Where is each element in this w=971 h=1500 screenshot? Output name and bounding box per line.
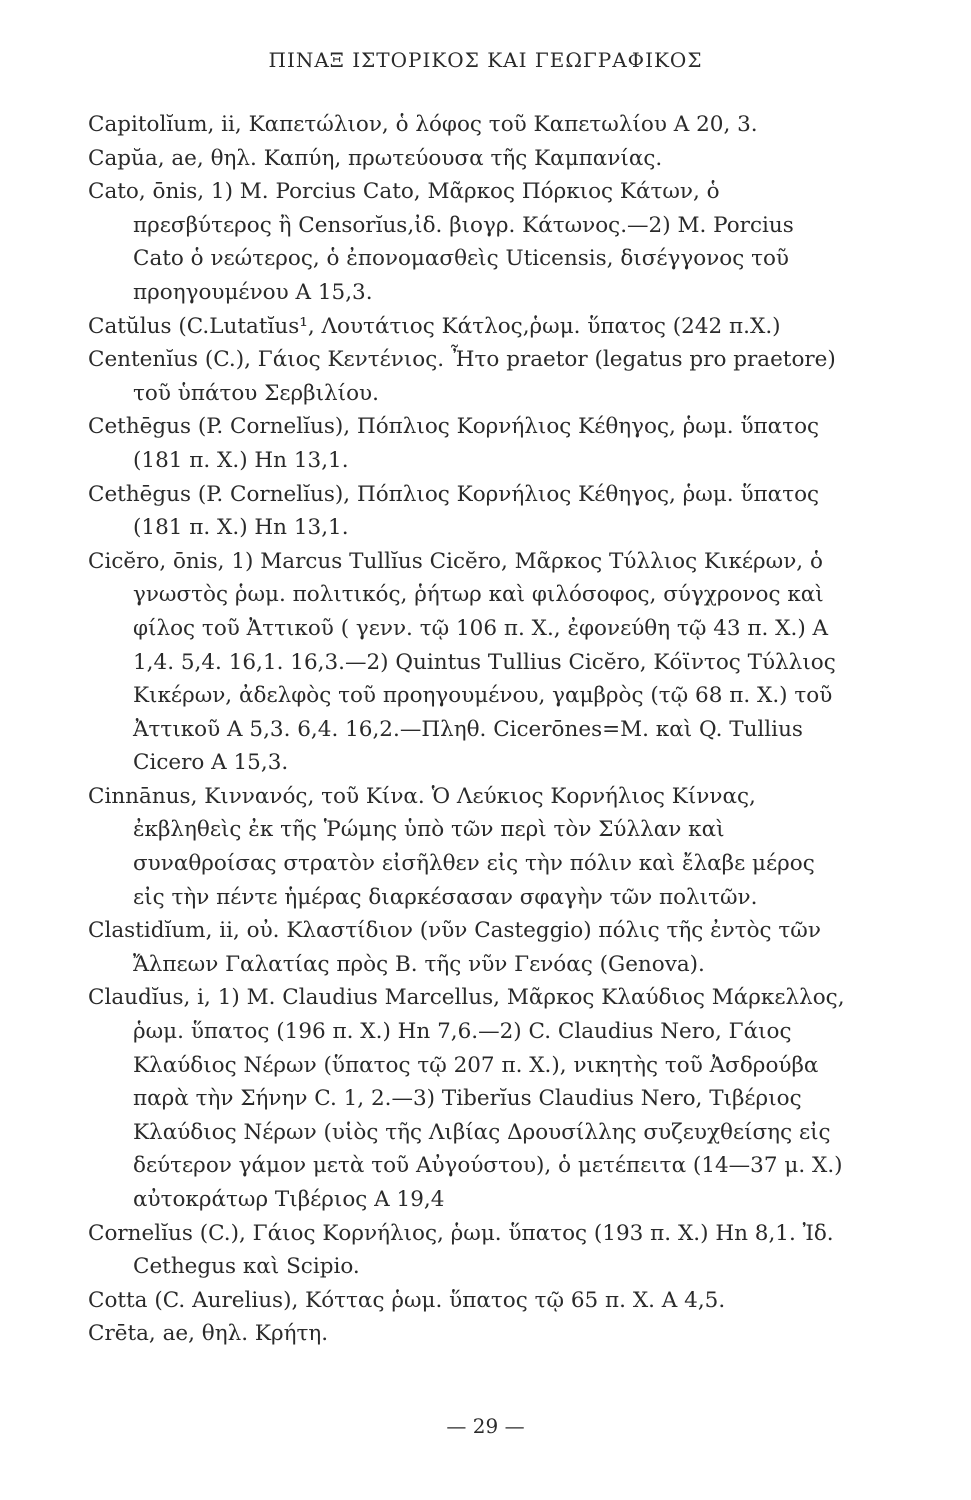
index-entry: Catŭlus (C.Lutatĭus¹, Λουτάτιος Κάτλος,ῥωμ. ὕπατος (242 π.Χ.): [88, 313, 781, 339]
index-entry: Capŭa, ae, θηλ. Καπύη, πρωτεύουσα τῆς Καμπανίας.: [88, 145, 663, 171]
index-entry: Cornelĭus (C.), Γάιος Κορνήλιος, ῥωμ. ὕπατος (193 π. Χ.) Hn 8,1. Ἰδ. Cethegus καὶ Scipio.: [88, 1220, 834, 1280]
index-entry: Cethēgus (P. Cornelĭus), Πόπλιος Κορνήλιος Κέθηγος, ῥωμ. ὕπατος (181 π. Χ.) Hn 13,1.: [88, 414, 820, 473]
index-entry: Claudĭus, i, 1) M. Claudius Marcellus, Μᾶρκος Κλαύδιος Μάρκελλος, ῥωμ. ὕπατος (196 π. Χ.) Hn 7,6.—2) C. Claudius Nero, Γάιος Κλαύδιος Νέρων (ὕπατος τῷ 207 π. Χ.), νικητὴς τοῦ Ἀσδρούβα παρὰ τὴν Σήνην C. 1, 2.—3) Tiberĭus Claudius Nero, Τιβέριος Κλαύδιος Νέρων (υἱὸς τῆς Λιβίας Δρουσίλλης συζευχθείσης εἰς δεύτερον γάμον μετὰ τοῦ Αὐγούστου), ὁ μετέπειτα (14—37 μ. Χ.) αὐτοκράτωρ Τιβέριος Α 19,4: [88, 985, 845, 1212]
index-entry: Cinnānus, Κιννανός, τοῦ Κίνα. Ὁ Λεύκιος Κορνήλιος Κίννας, ἐκβληθεὶς ἐκ τῆς Ῥώμης ὑπὸ τῶν περὶ τὸν Σύλλαν καὶ συναθροίσας στρατὸν εἰσῆλθεν εἰς τὴν πόλιν καὶ ἔλαβε μέρος εἰς τὴν πέντε ἡμέρας διαρκέσασαν σφαγὴν τῶν πολιτῶν.: [88, 783, 815, 910]
index-entry: Cotta (C. Aurelius), Κόττας ῥωμ. ὕπατος τῷ 65 π. Χ. Α 4,5.: [88, 1287, 726, 1313]
index-entry: Cato, ōnis, 1) M. Porcius Cato, Μᾶρκος Πόρκιος Κάτων, ὁ πρεσβύτερος ἢ Censorĭus,ἰδ. βιογρ. Κάτωνος.—2) M. Porcius Cato ὁ νεώτερος, ὁ ἐπονομασθεὶς Uticensis, δισέγγονος τοῦ προηγουμένου Α 15,3.: [88, 179, 794, 305]
page-header: ΠΙΝΑΞ ΙΣΤΟΡΙΚΟΣ ΚΑΙ ΓΕΩΓΡΑΦΙΚΟΣ: [268, 48, 703, 72]
index-entry: Centenĭus (C.), Γάιος Κεντένιος. Ἦτο praetor (legatus pro praetore) τοῦ ὑπάτου Σερβιλίου.: [88, 347, 836, 406]
index-entry: Clastidĭum, ii, οὐ. Κλαστίδιον (νῦν Casteggio) πόλις τῆς ἐντὸς τῶν Ἄλπεων Γαλατίας πρὸς Β. τῆς νῦν Γενόας (Genova).: [88, 918, 821, 977]
index-entry: Capitolĭum, ii, Καπετώλιον, ὁ λόφος τοῦ Καπετωλίου Α 20, 3.: [88, 112, 758, 137]
index-entries: [88, 108, 848, 1351]
index-entry: Cicĕro, ōnis, 1) Marcus Tullĭus Cicĕro, Μᾶρκος Τύλλιος Κικέρων, ὁ γνωστὸς ῥωμ. πολιτικός, ῥήτωρ καὶ φιλόσοφος, σύγχρονος καὶ φίλος τοῦ Ἀττικοῦ ( γενν. τῷ 106 π. Χ., ἐφονεύθη τῷ 43 π. Χ.) Α 1,4. 5,4. 16,1. 16,3.—2) Quintus Tullius Cicĕro, Κόϊντος Τύλλιος Κικέρων, ἀδελφὸς τοῦ προηγουμένου, γαμβρὸς (τῷ 68 π. Χ.) τοῦ Ἀττικοῦ Α 5,3. 6,4. 16,2.—Πληθ. Cicerōnes=M. καὶ Q. Tullius Cicero Α 15,3.: [88, 548, 836, 776]
index-entry: Crēta, ae, θηλ. Κρήτη.: [88, 1321, 329, 1347]
page-number: — 29 —: [446, 1414, 525, 1438]
index-entry: Cethēgus (P. Cornelĭus), Πόπλιος Κορνήλιος Κέθηγος, ῥωμ. ὕπατος (181 π. Χ.) Hn 13,1.: [88, 481, 820, 541]
